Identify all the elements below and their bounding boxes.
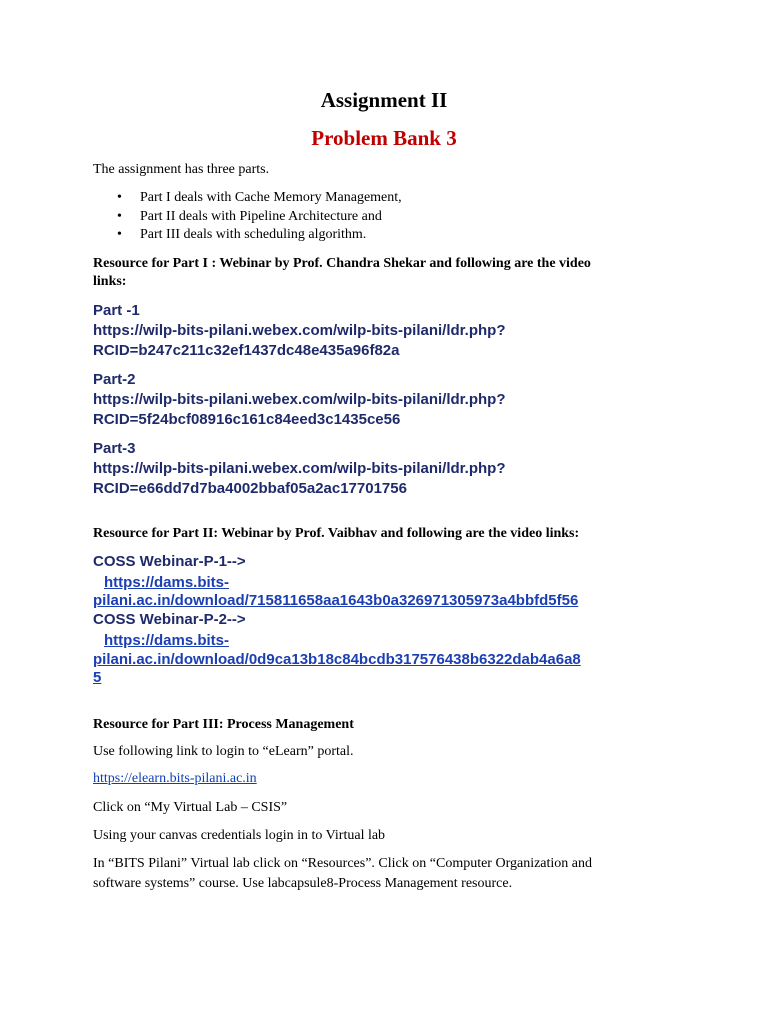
virtual-lab-instruction: Click on “My Virtual Lab – CSIS” [93, 800, 288, 815]
part3-link-url-cont[interactable]: RCID=e66dd7d7ba4002bbaf05a2ac17701756 [93, 480, 407, 497]
resources-instruction: In “BITS Pilani” Virtual lab click on “Resources”. Click on “Computer Organization and [93, 856, 593, 871]
part3-link-url[interactable]: https://wilp-bits-pilani.webex.com/wilp-bits-pilani/ldr.php? [93, 460, 506, 477]
bullet-icon: • [117, 190, 122, 205]
list-item: • Part II deals with Pipeline Architecture and [117, 208, 382, 224]
webinar-p2-link[interactable]: https://dams.bits- [104, 632, 230, 649]
webinar-p2-link-end[interactable]: 5 [93, 669, 102, 686]
credentials-instruction: Using your canvas credentials login in to Virtual lab [93, 828, 386, 843]
page-title: Assignment II [320, 88, 448, 112]
webinar-p1-link[interactable]: https://dams.bits- [104, 574, 230, 591]
resources-instruction-cont: software systems” course. Use labcapsule8-Process Management resource. [93, 876, 513, 891]
elearn-link[interactable]: https://elearn.bits-pilani.ac.in [93, 771, 257, 786]
parts-list [93, 189, 402, 245]
webinar-p2-link-cont[interactable]: pilani.ac.in/download/0d9ca13b18c84bcdb317576438b6322dab4a6a8 [93, 651, 581, 668]
intro-text: The assignment has three parts. [93, 162, 270, 177]
list-item: • Part I deals with Cache Memory Management, [117, 190, 402, 205]
bullet-icon: • [117, 227, 122, 242]
list-item: • Part III deals with scheduling algorithm. [117, 227, 367, 242]
elearn-instruction: Use following link to login to “eLearn” portal. [93, 744, 354, 759]
webinar-p2-label: COSS Webinar-P-2--> [93, 611, 246, 628]
webinar-p1-link-cont[interactable]: pilani.ac.in/download/715811658aa1643b0a326971305973a4bbfd5f56 [93, 592, 579, 609]
webinar-p1-label: COSS Webinar-P-1--> [93, 553, 246, 570]
bullet-icon: • [117, 208, 122, 224]
part2-link-label: Part-2 [93, 371, 136, 388]
part1-heading: Resource for Part I : Webinar by Prof. Chandra Shekar and following are the video [93, 256, 591, 271]
part1-link-label: Part -1 [93, 302, 140, 319]
part1-heading-cont: links: [93, 274, 127, 289]
part2-heading: Resource for Part II: Webinar by Prof. Vaibhav and following are the video links: [93, 526, 580, 541]
part1-link-url[interactable]: https://wilp-bits-pilani.webex.com/wilp-bits-pilani/ldr.php? [93, 322, 506, 339]
part3-heading: Resource for Part III: Process Management [93, 717, 354, 732]
part1-link-url-cont[interactable]: RCID=b247c211c32ef1437dc48e435a96f82a [93, 342, 400, 359]
part2-link-url[interactable]: https://wilp-bits-pilani.webex.com/wilp-bits-pilani/ldr.php? [93, 391, 506, 408]
part2-link-url-cont[interactable]: RCID=5f24bcf08916c161c84eed3c1435ce56 [93, 411, 401, 428]
part3-link-label: Part-3 [93, 440, 136, 457]
page-subtitle: Problem Bank 3 [311, 126, 457, 150]
